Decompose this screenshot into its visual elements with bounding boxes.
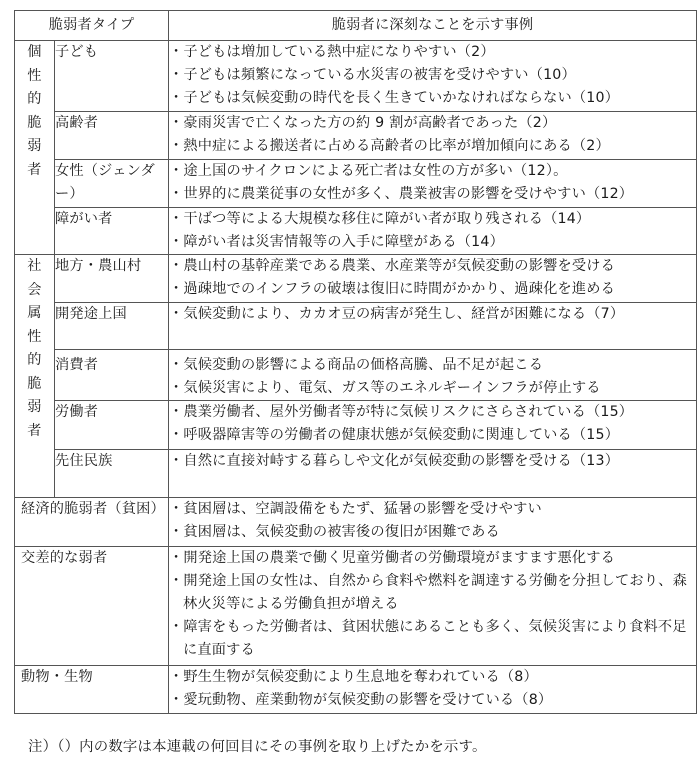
examples-intersectional	[169, 547, 697, 666]
table-row	[15, 41, 697, 112]
list-item: ・開発途上国の女性は、自然から食料や燃料を調達する労働を分担しており、森林火災等による労働負担が増える	[169, 573, 687, 612]
category-char: 者	[27, 422, 42, 439]
list-item: ・気候変動により、カカオ豆の病害が発生し、経営が困難になる（7）	[169, 306, 625, 322]
table-row	[15, 547, 697, 666]
list-item: ・障がい者は災害情報等の入手に障壁がある（14）	[169, 234, 504, 250]
category-social	[15, 255, 55, 498]
table-row	[15, 303, 697, 350]
list-item: ・途上国のサイクロンによる死亡者は女性の方が多い（12）。	[169, 163, 568, 179]
list-item: ・貧困層は、気候変動の被害後の復旧が困難である	[169, 524, 500, 540]
examples-animals	[169, 666, 697, 714]
vulnerability-table	[14, 10, 697, 714]
category-char: 弱	[27, 399, 42, 415]
list-item: ・開発途上国の農業で働く児童労働者の労働環境がますます悪化する	[169, 550, 616, 566]
type-rural: 地方・農山村	[55, 255, 169, 303]
examples-developing	[169, 303, 697, 350]
table-row	[15, 401, 697, 450]
list-item: ・干ばつ等による大規模な移住に障がい者が取り残される（14）	[169, 211, 591, 227]
list-item: ・子どもは気候変動の時代を長く生きていかなければならない（10）	[169, 90, 620, 106]
category-char: 性	[27, 67, 42, 84]
type-elderly: 高齢者	[55, 112, 169, 160]
list-item: ・豪雨災害で亡くなった方の約 9 割が高齢者であった（2）	[169, 115, 557, 131]
category-individual	[15, 41, 55, 255]
table-row	[15, 112, 697, 160]
list-item: ・気候変動の影響による商品の価格高騰、品不足が起こる	[169, 357, 544, 373]
type-women: 女性（ジェンダー）	[55, 160, 169, 208]
category-char: 脆	[27, 375, 42, 392]
examples-consumers	[169, 350, 697, 401]
list-item: ・野生生物が気候変動により生息地を奪われている（8）	[169, 669, 538, 685]
category-char: 性	[27, 328, 42, 345]
list-item: ・気候災害により、電気、ガス等のエネルギーインフラが停止する	[169, 380, 601, 396]
examples-disabled	[169, 208, 697, 255]
category-char: 会	[27, 281, 42, 298]
list-item: ・子どもは頻繁になっている水災害の被害を受けやすい（10）	[169, 67, 576, 83]
category-char: 者	[27, 161, 42, 178]
examples-rural	[169, 255, 697, 303]
type-disabled: 障がい者	[55, 208, 169, 255]
list-item: ・農山村の基幹産業である農業、水産業等が気候変動の影響を受ける	[169, 258, 616, 274]
table-row	[15, 350, 697, 401]
list-item: ・農業労働者、屋外労働者等が特に気候リスクにさらされている（15）	[169, 404, 634, 420]
category-char: 属	[27, 305, 42, 321]
examples-indigenous	[169, 450, 697, 498]
examples-economic	[169, 498, 697, 547]
category-char: 的	[27, 352, 42, 368]
list-item: ・自然に直接対峙する暮らしや文化が気候変動の影響を受ける（13）	[169, 453, 620, 469]
category-char: 脆	[27, 114, 42, 131]
list-item: ・障害をもった労働者は、貧困状態にあることも多く、気候災害により食料不足に直面する	[169, 619, 687, 658]
header-example-column: 脆弱者に深刻なことを示す事例	[169, 11, 697, 41]
examples-child	[169, 41, 697, 112]
footnote: 注）（）内の数字は本連載の何回目にその事例を取り上げたかを示す。	[28, 739, 487, 755]
list-item: ・過疎地でのインフラの破壊は復旧に時間がかかり、過疎化を進める	[169, 281, 616, 297]
category-animals: 動物・生物	[15, 666, 169, 714]
table-row	[15, 450, 697, 498]
list-item: ・呼吸器障害等の労働者の健康状態が気候変動に関連している（15）	[169, 427, 620, 443]
type-workers: 労働者	[55, 401, 169, 450]
table-row	[15, 208, 697, 255]
examples-workers	[169, 401, 697, 450]
type-child: 子ども	[55, 41, 169, 112]
examples-women	[169, 160, 697, 208]
type-developing: 開発途上国	[55, 303, 169, 350]
list-item: ・子どもは増加している熱中症になりやすい（2）	[169, 44, 495, 60]
list-item: ・熱中症による搬送者に占める高齢者の比率が増加傾向にある（2）	[169, 138, 610, 154]
table-row	[15, 666, 697, 714]
list-item: ・世界的に農業従事の女性が多く、農業被害の影響を受けやすい（12）	[169, 186, 634, 202]
table-header-row	[15, 11, 697, 41]
list-item: ・愛玩動物、産業動物が気候変動の影響を受けている（8）	[169, 692, 553, 708]
table-row	[15, 255, 697, 303]
header-type-column: 脆弱者タイプ	[15, 11, 169, 41]
type-consumers: 消費者	[55, 350, 169, 401]
category-char: 個	[27, 44, 42, 60]
table-row	[15, 160, 697, 208]
category-char: 的	[27, 91, 42, 107]
examples-elderly	[169, 112, 697, 160]
table-row	[15, 498, 697, 547]
type-indigenous: 先住民族	[55, 450, 169, 498]
category-intersectional: 交差的な弱者	[15, 547, 169, 666]
list-item: ・貧困層は、空調設備をもたず、猛暑の影響を受けやすい	[169, 501, 542, 517]
category-economic: 経済的脆弱者（貧困）	[15, 498, 169, 547]
category-char: 社	[27, 258, 42, 274]
category-char: 弱	[27, 138, 42, 154]
